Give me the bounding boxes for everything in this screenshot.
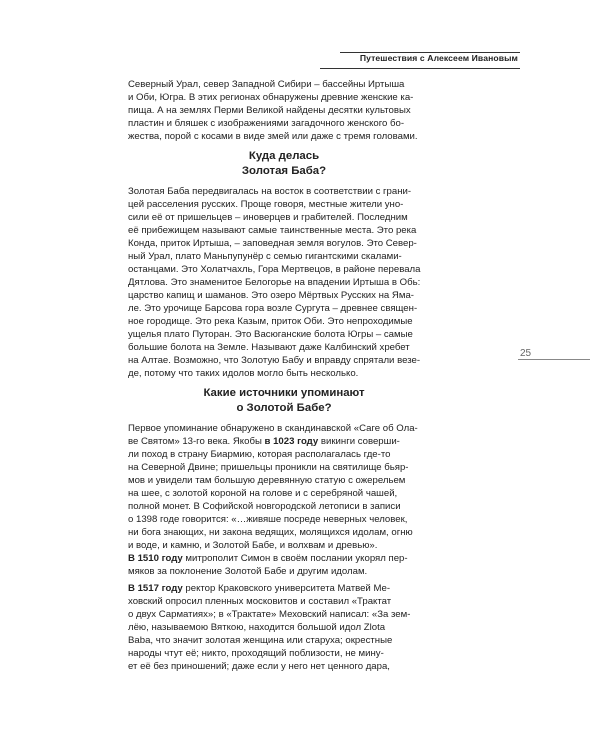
text-line: полной монет. В Софийской новгородской летописи в записи <box>128 501 401 512</box>
sources-paragraph <box>128 422 440 552</box>
text-line: на Северной Двине; пришельцы проникли на святилище бьяр- <box>128 462 409 473</box>
section-heading-where <box>128 149 440 179</box>
text-line: Дятлова. Это знаменитое Белогорье на впадении Иртыша в Обь: <box>128 277 421 288</box>
where-paragraph <box>128 185 440 380</box>
year-highlight: В 1510 году <box>128 553 183 564</box>
heading-line: Золотая Баба? <box>241 165 327 177</box>
text-line: Северный Урал, север Западной Сибири – бассейны Иртыша <box>128 79 405 90</box>
text-line: её прибежищем называют самые таинственные места. Это река <box>128 225 417 236</box>
text-line <box>128 552 440 565</box>
year-highlight: В 1517 году <box>128 583 183 594</box>
text-line: на Алтае. Возможно, что Золотую Бабу и вправду спрятали везе- <box>128 355 421 366</box>
text-line: жества, порой с косами в виде змей или даже с тремя головами. <box>128 131 418 142</box>
simon-paragraph <box>128 552 440 578</box>
text-line: цей расселения русских. Проще говоря, местные жители уно- <box>128 199 404 210</box>
running-head-title: Путешествия с Алексеем Ивановым <box>359 53 518 63</box>
text-fragment: ректор Краковского университета Матвей Ме- <box>182 583 391 594</box>
text-line: и Оби, Югра. В этих регионах обнаружены древние женские ка- <box>128 92 414 103</box>
text-line: о двух Сарматиях»; в «Трактате» Меховский написал: «За зем- <box>128 609 411 620</box>
text-line: мов и увидели там большую деревянную статую с ожерельем <box>128 475 406 486</box>
text-line: ет её без приношений; даже если у него нет ценного дара, <box>128 661 390 672</box>
heading-line: Куда делась <box>248 150 320 162</box>
text-line: сили её от пришельцев – иноверцев и грабителей. Последним <box>128 212 408 223</box>
text-fragment: митрополит Симон в своём послании укорял пер- <box>182 553 408 564</box>
text-line: ное городище. Это река Казым, приток Оби. Это непроходимые <box>128 316 413 327</box>
text-line: Первое упоминание обнаружено в скандинавской «Саге об Ола- <box>128 423 418 434</box>
heading-line: о Золотой Бабе? <box>236 402 332 414</box>
section-heading-sources <box>128 386 440 416</box>
text-line: останцами. Это Холатчахль, Гора Мертвецов, в районе перевала <box>128 264 421 275</box>
text-fragment: викинги соверши- <box>318 436 400 447</box>
text-line: царство капищ и шаманов. Это озеро Мёртвых Русских на Яма- <box>128 290 414 301</box>
text-line: на шее, с золотой короной на голове и с серебряной чашей, <box>128 488 398 499</box>
page-number: 25 <box>520 348 532 359</box>
header-bottom-rule <box>320 68 520 69</box>
text-fragment: ве Святом» 13-го века. Якобы <box>128 436 265 447</box>
text-line: де, потому что таких идолов могло быть несколько. <box>128 368 359 379</box>
text-line: Золотая Баба передвигалась на восток в соответствии с грани- <box>128 186 412 197</box>
text-line: мяков за поклонение Золотой Бабе и другим идолам. <box>128 566 368 577</box>
text-line: ховский опросил пленных московитов и составил «Трактат <box>128 596 392 607</box>
text-line: лёю, называемою Вяткою, находится большой идол Zlota <box>128 622 386 633</box>
text-line: о 1398 годе говорится: «…живяше посреде неверных человек, <box>128 514 408 525</box>
text-line: ле. Это урочище Барсова гора возле Сургута – древнее священ- <box>128 303 418 314</box>
text-line: пластин и бляшек с изображениями загадочного женского бо- <box>128 118 405 129</box>
year-highlight: в 1023 году <box>264 436 319 447</box>
text-line: ущелья плато Путоран. Это Васюганские болота Югры – самые <box>128 329 413 340</box>
text-line: народы чтут её; никто, проходящий поблизости, не мину- <box>128 648 384 659</box>
page-number-rule <box>518 359 590 360</box>
text-line: Baba, что значит золотая женщина или старуха; окрестные <box>128 635 393 646</box>
article-body <box>128 78 440 673</box>
text-line: пища. А на землях Перми Великой найдены десятки культовых <box>128 105 411 116</box>
intro-paragraph <box>128 78 440 143</box>
text-line: и воде, и камню, и Золотой Бабе, и волхвам и древью». <box>128 540 378 551</box>
text-line <box>128 582 440 595</box>
mekhovsky-paragraph <box>128 582 440 673</box>
heading-line: Какие источники упоминают <box>203 387 365 399</box>
text-line: большие болота на Земле. Называют даже Калбинский хребет <box>128 342 410 353</box>
text-line: ли поход в страну Биармию, которая располагалась где-то <box>128 449 391 460</box>
text-line <box>128 435 440 448</box>
text-line: ни бога знающих, ни закона ведящих, молящихся идолам, огню <box>128 527 413 538</box>
text-line: Конда, приток Иртыша, – заповедная земля вогулов. Это Север- <box>128 238 417 249</box>
text-line: ный Урал, плато Маньпупунёр с семью гигантскими скалами- <box>128 251 402 262</box>
